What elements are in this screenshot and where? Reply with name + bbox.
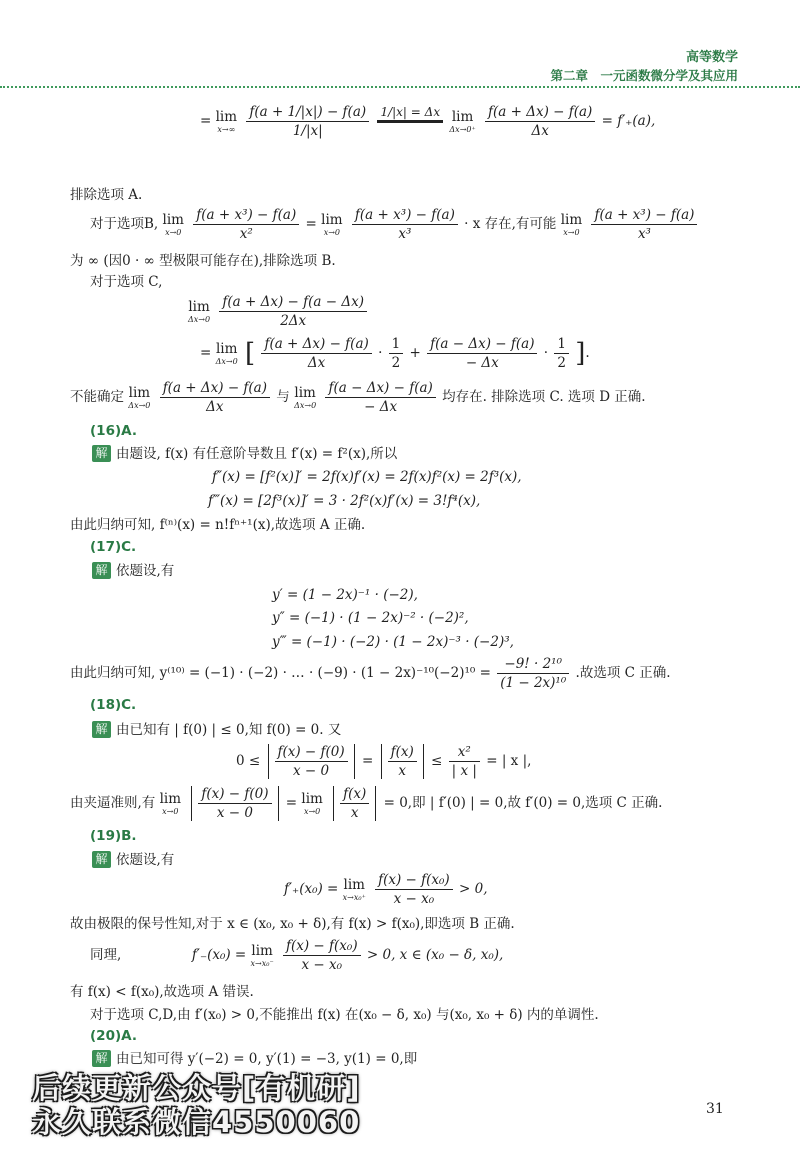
fraction: $\frac{1}{2}$ <box>554 336 569 371</box>
q20-text: 由已知可得 y′(−2) = 0, y′(1) = −3, y(1) = 0,即 <box>116 1051 418 1067</box>
option-c-intro: 对于选项 C, <box>90 274 163 290</box>
fraction: $\frac{f(x) - f(0)}{x - 0}$ <box>198 786 271 821</box>
q19-eq2: 同理, f′₋(x₀) = lim x→x₀⁻ $\frac{\text{f(x) − f(x₀)}}{\text{x − x₀}}$ > 0, x ∈ (x₀ − δ, x₀), <box>90 938 504 973</box>
q17-eq2: y″ = (−1) · (1 − 2x)⁻² · (−2)², <box>272 610 469 626</box>
fraction: $\frac{f(a + \Delta x) - f(a)}{\Delta x}$ <box>160 380 270 415</box>
q19-line4: 有 f(x) < f(x₀),故选项 A 错误. <box>70 984 254 1000</box>
fraction: $\frac{f(x)}{x}$ <box>388 744 417 779</box>
answer-label-16: (16)A. <box>90 423 137 439</box>
fraction: $\frac{f(a - \Delta x) - f(a)}{- \Delta x}$ <box>427 336 537 371</box>
lim-operator: lim x→∞ <box>215 109 238 134</box>
book-title: 高等数学 <box>685 50 738 65</box>
page-number: 31 <box>706 1101 724 1117</box>
option-c-conclusion: 不能确定 lim Δx→0 $\frac{f(a + \Delta x) - f(a)}{\Delta x}$ 与 lim Δx→0 $\frac{f(a - \Delta x) - f(a)}{- \Delta x}$ 均存在. 排除选项 C. 选项 D 正确. <box>70 380 646 415</box>
q17-conclusion: 由此归纳可知, y⁽¹⁰⁾ = (−1) · (−2) · … · (−9) · (1 − 2x)⁻¹⁰(−2)¹⁰ = $\frac{\text{−9! · 2¹⁰}}{\text{(1 − 2x)¹⁰}}$ .故选项 C 正确. <box>70 656 671 691</box>
option-c-eq2: = lim Δx→0 [ $\frac{f(a + \Delta x) - f(a)}{\Delta x}$ · $\frac{1}{2}$ + $\frac{f(a - \Delta x) - f(a)}{- \Delta x}$ · $\frac{1}{2}$ ]. <box>200 336 590 371</box>
watermark-line-2: 永久联系微信4550060 <box>32 1105 361 1139</box>
answer-label-20: (20)A. <box>90 1028 137 1044</box>
fraction: $\frac{f(x)}{x}$ <box>340 786 369 821</box>
fraction: $\frac{f(a - \Delta x) - f(a)}{- \Delta x}$ <box>325 380 435 415</box>
q19-eq1: f′₊(x₀) = lim x→x₀⁺ $\frac{\text{f(x) − f(x₀)}}{\text{x − x₀}}$ > 0, <box>284 872 488 907</box>
solution-badge: 解 <box>92 721 111 738</box>
q18-squeeze: 由夹逼准则,有 lim x→0 $\frac{f(x) - f(0)}{x - 0}$ = lim x→0 $\frac{f(x)}{x}$ = 0,即 | f′(0) | = 0,故 f′(0) = 0,选项 C 正确. <box>70 786 663 821</box>
q18-text: 由已知有 | f(0) | ≤ 0,知 f(0) = 0. 又 <box>116 722 342 738</box>
q19-line2: 故由极限的保号性知,对于 x ∈ (x₀, x₀ + δ),有 f(x) > f(x₀),即选项 B 正确. <box>70 916 515 932</box>
substitution-note: 1/|x| = Δx <box>377 105 443 138</box>
q18-inequality: 0 ≤ $\frac{f(x) - f(0)}{x - 0}$ = $\frac{f(x)}{x}$ ≤ $\frac{\text{x²}}{| x |}$ = | x |, <box>236 744 532 779</box>
fraction: $\frac{\text{−9! · 2¹⁰}}{\text{(1 − 2x)¹⁰}}$ <box>497 656 569 691</box>
q16-eq2: f‴(x) = [2f³(x)]′ = 3 · 2f²(x)f′(x) = 3!f⁴(x), <box>208 493 481 509</box>
header-divider <box>0 86 800 88</box>
fraction: $\frac{f(a + \Delta x) - f(a - \Delta x)}{2\Delta x}$ <box>219 294 367 329</box>
q16-eq1: f″(x) = [f²(x)]′ = 2f(x)f′(x) = 2f(x)f²(x) = 2f³(x), <box>212 469 522 485</box>
q16-text: 由题设, f(x) 有任意阶导数且 f′(x) = f²(x),所以 <box>116 446 398 462</box>
chapter-title: 第二章 一元函数微分学及其应用 <box>550 68 738 83</box>
option-b-line: 对于选项B, lim x→0 $\frac{\text{f(a + x³) − f(a)}}{\text{x²}}$ = lim x→0 $\frac{\text{f(a + x³) − f(a)}}{\text{x³}}$ · x 存在,有可能 lim x→0 $\frac{\text{f(a + x³) − f(a)}}{\text{x³}}$ <box>90 207 699 242</box>
q17-eq3: y‴ = (−1) · (−2) · (1 − 2x)⁻³ · (−2)³, <box>272 634 514 650</box>
option-b-conclusion: 为 ∞ (因0 · ∞ 型极限可能存在),排除选项 B. <box>70 253 336 269</box>
fraction: $\frac{f(a + \Delta x) - f(a)}{\Delta x}$ <box>485 104 595 139</box>
fraction: $\frac{\text{f(a + x³) − f(a)}}{\text{x³}}$ <box>591 207 697 242</box>
fraction: $\frac{f(x) - f(0)}{x - 0}$ <box>275 744 348 779</box>
fraction: $\frac{\text{f(a + x³) − f(a)}}{\text{x²}}$ <box>193 207 299 242</box>
answer-label-18: (18)C. <box>90 697 137 713</box>
solution-badge: 解 <box>92 851 111 868</box>
top-equation: = lim x→∞ $\frac{f(a + 1/|x|) - f(a)}{1/|x|}$ 1/|x| = Δx lim Δx→0⁺ $\frac{f(a + \Delta x) - f(a)}{\Delta x}$ = f′₊(a), <box>200 104 656 139</box>
fraction: $\frac{1}{2}$ <box>389 336 404 371</box>
watermark-line-1: 后续更新公众号[有机研] <box>32 1071 361 1105</box>
fraction: $\frac{\text{f(x) − f(x₀)}}{\text{x − x₀}}$ <box>283 938 361 973</box>
answer-label-17: (17)C. <box>90 539 137 555</box>
q16-conclusion: 由此归纳可知, f⁽ⁿ⁾(x) = n!fⁿ⁺¹(x),故选项 A 正确. <box>70 517 366 533</box>
solution-badge: 解 <box>92 445 111 462</box>
solution-badge: 解 <box>92 562 111 579</box>
fraction: $\frac{f(a + 1/|x|) - f(a)}{1/|x|}$ <box>246 104 369 139</box>
solution-badge: 解 <box>92 1050 111 1067</box>
q19-text: 依题设,有 <box>116 852 175 868</box>
exclude-a-text: 排除选项 A. <box>70 187 143 203</box>
fraction: $\frac{\text{x²}}{| x |}$ <box>449 744 480 779</box>
q19-line5: 对于选项 C,D,由 f′(x₀) > 0,不能推出 f(x) 在(x₀ − δ, x₀) 与(x₀, x₀ + δ) 内的单调性. <box>90 1007 599 1023</box>
option-c-eq1: lim Δx→0 $\frac{f(a + \Delta x) - f(a - \Delta x)}{2\Delta x}$ <box>188 294 369 329</box>
q17-text: 依题设,有 <box>116 563 175 579</box>
fraction: $\frac{\text{f(x) − f(x₀)}}{\text{x − x₀}}$ <box>375 872 453 907</box>
answer-label-19: (19)B. <box>90 828 137 844</box>
fraction: $\frac{\text{f(a + x³) − f(a)}}{\text{x³}}$ <box>352 207 458 242</box>
fraction: $\frac{f(a + \Delta x) - f(a)}{\Delta x}$ <box>261 336 371 371</box>
q17-eq1: y′ = (1 − 2x)⁻¹ · (−2), <box>272 587 418 603</box>
lim-operator: lim Δx→0⁺ <box>449 109 476 134</box>
